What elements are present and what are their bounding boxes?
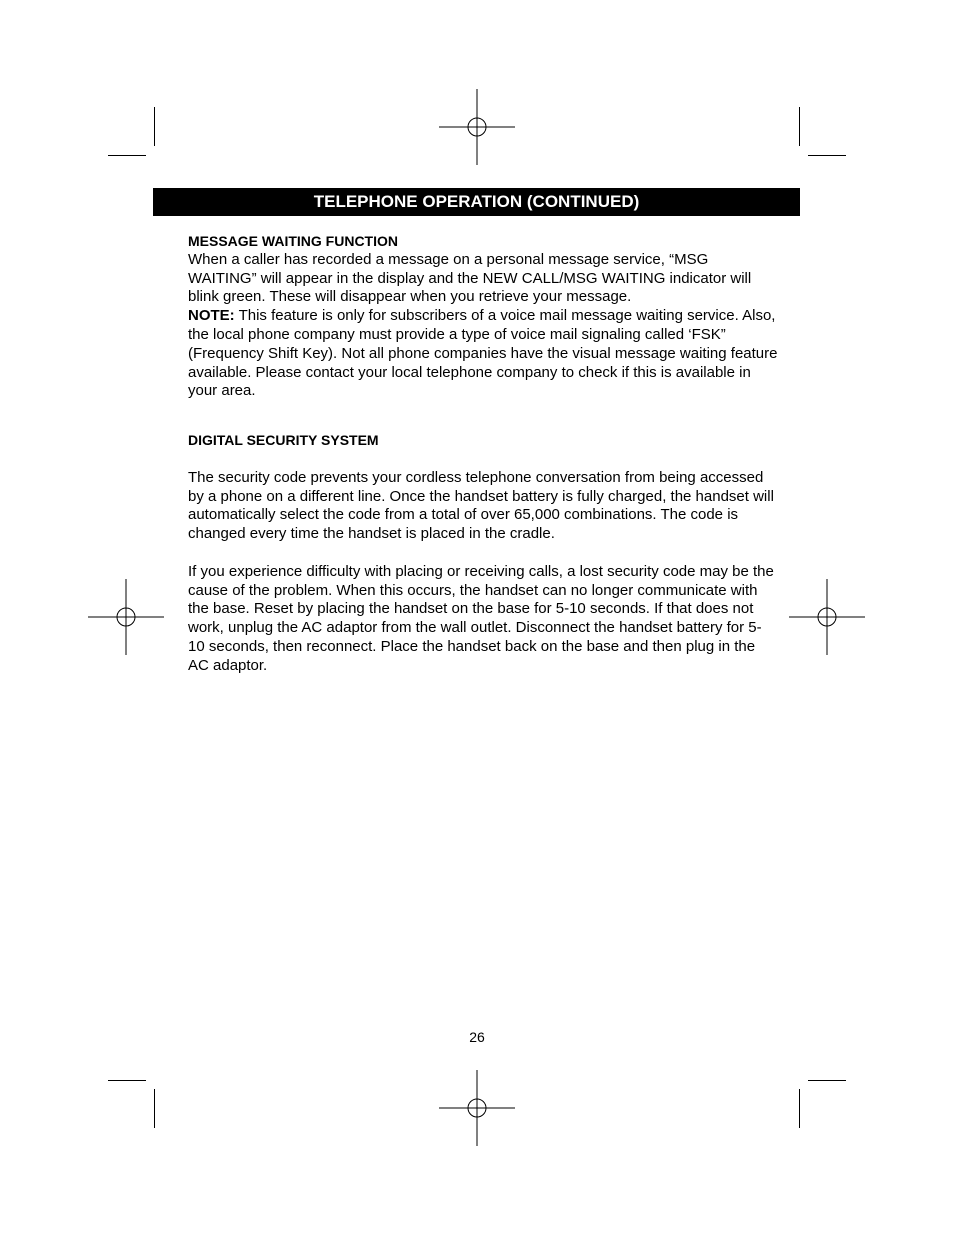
section-spacer [188,401,778,431]
page-title: TELEPHONE OPERATION (CONTINUED) [313,192,640,211]
crop-mark [808,155,846,156]
note-text: This feature is only for subscribers of a voice mail message waiting service. Also, the local phone company must provide a type of voice mail signaling called ‘FSK” (Frequency Shift Key). Not all phone companies have the visual message waiting feature available. Please contact your local telephone company to check if this is available in your area. [188,307,778,400]
crop-mark [799,1089,800,1128]
crop-mark [799,107,800,146]
message-waiting-note [188,307,778,401]
message-waiting-heading: MESSAGE WAITING FUNCTION [188,233,398,249]
registration-crosshair-icon [789,579,865,655]
message-waiting-body: When a caller has recorded a message on a personal message service, “MSG WAITING” will appear in the display and the NEW CALL/MSG WAITING indicator will blink green. These will disappear when you retrieve your message. [188,250,752,306]
crop-mark [108,155,146,156]
page-number: 26 [469,1029,485,1045]
crop-mark [154,1089,155,1128]
section-header-bar [153,188,800,216]
note-label: NOTE: [188,307,235,325]
registration-crosshair-icon [88,579,164,655]
registration-crosshair-icon [439,1070,515,1146]
main-content [188,232,778,676]
crop-mark [108,1080,146,1081]
crop-mark [808,1080,846,1081]
registration-crosshair-icon [439,89,515,165]
paragraph-spacer [188,450,778,469]
crop-mark [154,107,155,146]
digital-security-heading: DIGITAL SECURITY SYSTEM [188,432,379,449]
paragraph-spacer [188,544,778,563]
digital-security-paragraph-1: The security code prevents your cordless telephone conversation from being accessed by a phone on a different line. Once the handset battery is fully charged, the handset will automatically select the code from a total of over 65,000 combinations. The code is changed every time the handset is placed in the cradle. [188,468,774,543]
digital-security-paragraph-2: If you experience difficulty with placing or receiving calls, a lost security code may be the cause of the problem. When this occurs, the handset can no longer communicate with the base. Reset by placing the handset on the base for 5-10 seconds. If that does not work, unplug the AC adaptor from the wall outlet. Disconnect the handset battery for 5-10 seconds, then reconnect. Place the handset back on the base and then plug in the AC adaptor. [188,562,774,674]
